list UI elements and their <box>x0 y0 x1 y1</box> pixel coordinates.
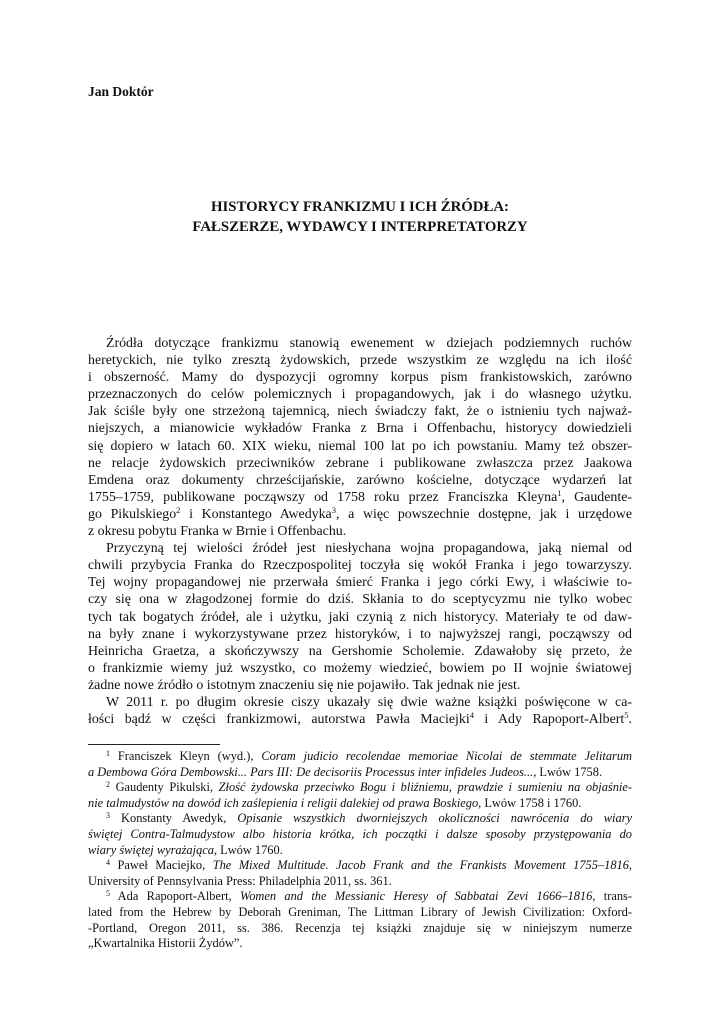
body-line: 1755–1759, publikowane począwszy od 1758 roku przez Franciszka Kleyna$^1$, Gaudente- <box>88 487 632 505</box>
body-line: łości bądź w części frankizmowi, autorstwa Pawła Maciejki$^4$ i Ady Rapoport-Albert$^5$. <box>88 710 632 728</box>
body-line: go Pikulskiego$^2$ i Konstantego Awedyka$^3$, a więc powszechnie dostępne, jak i urzędowe <box>88 504 632 522</box>
body-line: chwili przybycia Franka do Rzeczpospolitej toczyła się wokół Franka i jego towarzyszy. <box>88 558 632 574</box>
body-line: Jak ściśle były one strzeżoną tajemnicą, niech świadczy fakt, że o istnieniu tych najważ- <box>88 404 632 420</box>
footnote-line: „Kwartalnika Historii Żydów”. <box>88 936 243 951</box>
footnote-line: University of Pennsylvania Press: Philadelphia 2011, ss. 361. <box>88 873 392 888</box>
footnote-line: świętej Contra-Talmudystow albo historia krótka, ich początki i dalsze sposoby przystępowania do <box>88 826 632 841</box>
body-line: przeznaczonych do celów polemicznych i propagandowych, jak i do własnego użytku. <box>88 387 632 403</box>
footnote-2: $^2$ Gaudenty Pikulski, Złość żydowska przeciwko Bogu i bliźniemu, prawdzie i sumieniu na objaśnie- <box>106 780 632 795</box>
body-line: Źródła dotyczące frankizmu stanowią ewenement w dziejach podziemnych ruchów <box>106 336 632 351</box>
footnote-separator <box>88 744 220 745</box>
footnote-ref-3[interactable]: 3 <box>331 504 336 515</box>
title-line-1: HISTORYCY FRANKIZMU I ICH ŹRÓDŁA: <box>211 199 509 215</box>
footnote-line: -Portland, Oregon 2011, ss. 386. Recenzja tej książki znajduje się w niniejszym numerze <box>88 920 632 935</box>
body-line: się dopiero w latach 60. XIX wieku, niemal 100 lat po ich powstaniu. Mamy też obszer- <box>88 438 632 454</box>
body-line: ne relacje żydowskich przeciwników zebrane i publikowane zwłaszcza przez Jaakowa <box>88 455 632 471</box>
footnote-1: $^1$ Franciszek Kleyn (wyd.), Coram judicio recolendae memoriae Nicolai de stemmate Jelitarum <box>106 749 632 763</box>
body-line: niejszych, a mianowicie wykładów Franka z Brna i Offenbachu, historycy dowiedzieli <box>88 421 632 437</box>
body-line: z okresu pobytu Franka w Brnie i Offenbachu. <box>88 524 347 540</box>
body-line: Emdena oraz dokumenty chrześcijańskie, zarówno kościelne, dotyczące wydarzeń lat <box>88 472 632 488</box>
body-line: o frankizmie wiemy już wszystko, co możemy wiedzieć, bowiem po II wojnie światowej <box>88 660 632 676</box>
body-line: Heinricha Graetza, a skończywszy na Gershomie Scholemie. Zdawałoby się przeto, że <box>88 643 632 659</box>
footnote-ref-5[interactable]: 5 <box>624 710 629 721</box>
body-line: Tej wojny propagandowej nie przerwała śmierć Franka i jego córki Ewy, i właściwie to- <box>88 575 632 591</box>
body-line: czy się ona w złagodzonej formie do dziś. Skłania to do sceptycyzmu nie tylko wobec <box>88 592 632 608</box>
article-body <box>88 335 632 728</box>
footnote-line: lated from the Hebrew by Deborah Greniman, The Littman Library of Jewish Civilization: Oxford- <box>88 904 632 919</box>
body-line: na były znane i wykorzystywane przez historyków, i to najwyższej rangi, począwszy od <box>88 626 632 642</box>
body-line: W 2011 r. po długim okresie ciszy ukazały się dwie ważne książki poświęcone w ca- <box>106 694 632 710</box>
footnote-line: wiary świętej wyrażająca, Lwów 1760. <box>88 842 283 857</box>
body-line: tych tak bogatych źródeł, ale i użytku, jaki czynią z nich historycy. Materiały te od daw- <box>88 609 632 625</box>
footnote-ref-2[interactable]: 2 <box>176 504 181 515</box>
footnotes <box>88 749 632 952</box>
body-line: i obszerność. Mamy do dyspozycji ogromny korpus pism frankistowskich, zarówno <box>88 370 632 386</box>
body-line: heretyckich, nie tylko zresztą żydowskich, przede wszystkim ze względu na ich ilość <box>88 353 632 369</box>
title-line-2: FAŁSZERZE, WYDAWCY I INTERPRETATORZY <box>192 219 528 235</box>
body-line: żadne nowe źródło o istotnym znaczeniu się nie pojawiło. Tak jednak nie jest. <box>88 677 521 693</box>
footnote-3: $^3$ Konstanty Awedyk, Opisanie wszystkich dworniejszych okoliczności nawrócenia do wiary <box>106 811 632 826</box>
footnote-line: nie talmudystów na dowód ich zaślepienia i religii dalekiej od prawa Boskiego, Lwów 1758 i 1760. <box>88 795 582 810</box>
footnote-ref-1[interactable]: 1 <box>557 487 562 498</box>
footnote-4: $^4$ Paweł Maciejko, The Mixed Multitude. Jacob Frank and the Frankists Movement 1755–1816, <box>106 858 632 873</box>
body-line: Przyczyną tej wielości źródeł jest niesłychana wojna propagandowa, jaką niemal od <box>106 541 632 557</box>
article-title <box>88 197 632 237</box>
author-name: Jan Doktór <box>88 84 154 99</box>
footnote-ref-4[interactable]: 4 <box>469 710 474 721</box>
footnote-5: $^5$ Ada Rapoport-Albert, Women and the Messianic Heresy of Sabbatai Zevi 1666–1816, trans- <box>106 889 632 904</box>
footnote-line: a Dembowa Góra Dembowski... Pars III: De decisoriis Processus inter infideles Judeos..., Lwów 1758. <box>88 764 603 779</box>
